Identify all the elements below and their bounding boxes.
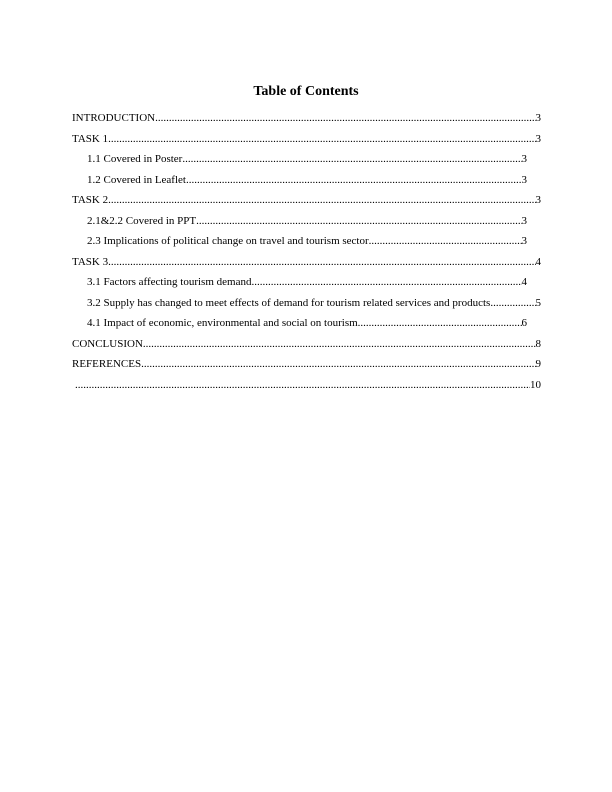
- toc-entry-page: 4: [535, 255, 541, 268]
- toc-entry-text: 3.1 Factors affecting tourism demand: [87, 276, 252, 288]
- toc-entry-introduction[interactable]: [72, 112, 541, 124]
- toc-entry-text: TASK 3: [72, 255, 109, 268]
- toc-entry-1-2[interactable]: [72, 174, 527, 186]
- toc-entry-page: 6: [521, 317, 527, 329]
- toc-entry-3-1[interactable]: [72, 276, 527, 288]
- toc-leader-dots: [369, 235, 522, 247]
- toc-leader-dots: [186, 174, 522, 186]
- toc-leader-dots: [182, 153, 521, 165]
- toc-entry-task-2[interactable]: [72, 194, 541, 206]
- toc-entry-page: 9: [535, 358, 541, 370]
- toc-entry-2-1-2-2[interactable]: [72, 215, 527, 227]
- toc-entry-page: 3: [521, 235, 527, 247]
- toc-leader-dots: [141, 358, 535, 370]
- toc-entry-text: 4.1 Impact of economic, environmental and social on tourism: [87, 317, 358, 329]
- toc-entry-4-1[interactable]: [72, 317, 527, 329]
- toc-entry-page: 3: [521, 214, 527, 227]
- toc-entry-2-3[interactable]: [72, 235, 527, 247]
- toc-entry-task-1[interactable]: [72, 133, 541, 145]
- toc-entry-task-3[interactable]: [72, 256, 541, 268]
- toc-entry-page: 3: [535, 112, 541, 124]
- toc-entry-page: 8: [535, 337, 541, 350]
- toc-entry-references[interactable]: [72, 358, 541, 370]
- toc-entry-text: 2.1&2.2 Covered in PPT: [87, 214, 197, 227]
- toc-title: Table of Contents: [253, 84, 359, 99]
- toc-entry-text: 3.2 Supply has changed to meet effects of demand for tourism related services and products.: [87, 296, 494, 309]
- toc-entry-3-2[interactable]: [72, 297, 541, 309]
- toc-entry-text: 1.1 Covered in Poster: [87, 153, 183, 165]
- toc-entry-untitled[interactable]: [72, 379, 541, 391]
- toc-entry-page: 5: [535, 296, 541, 309]
- toc-entry-text: CONCLUSION: [72, 337, 143, 350]
- toc-entry-conclusion[interactable]: [72, 338, 541, 350]
- toc-entry-page: 4: [521, 276, 527, 288]
- toc-entry-page: 3: [521, 173, 527, 186]
- toc-leader-dots: [143, 338, 536, 350]
- toc-leader-dots: [108, 133, 535, 145]
- toc-entry-text: 1.2 Covered in Leaflet: [87, 173, 186, 186]
- toc-leader-dots: [358, 317, 522, 329]
- toc-entry-text: 2.3 Implications of political change on travel and tourism sector: [87, 235, 369, 247]
- toc-list: [72, 112, 541, 399]
- toc-entry-page: 10: [530, 378, 541, 391]
- toc-entry-page: 3: [535, 132, 541, 145]
- toc-entry-text: TASK 2: [72, 194, 109, 206]
- toc-entry-text: REFERENCES: [72, 358, 142, 370]
- toc-leader-dots: [155, 112, 535, 124]
- toc-leader-dots: [75, 379, 530, 391]
- toc-leader-dots: [108, 194, 535, 206]
- toc-entry-text: TASK 1: [72, 132, 109, 145]
- toc-entry-page: 3: [535, 194, 541, 206]
- toc-leader-dots: [493, 297, 535, 309]
- toc-leader-dots: [108, 256, 535, 268]
- toc-entry-text: INTRODUCTION: [72, 112, 156, 124]
- toc-leader-dots: [196, 215, 521, 227]
- toc-leader-dots: [251, 276, 521, 288]
- toc-entry-1-1[interactable]: [72, 153, 527, 165]
- toc-entry-page: 3: [521, 153, 527, 165]
